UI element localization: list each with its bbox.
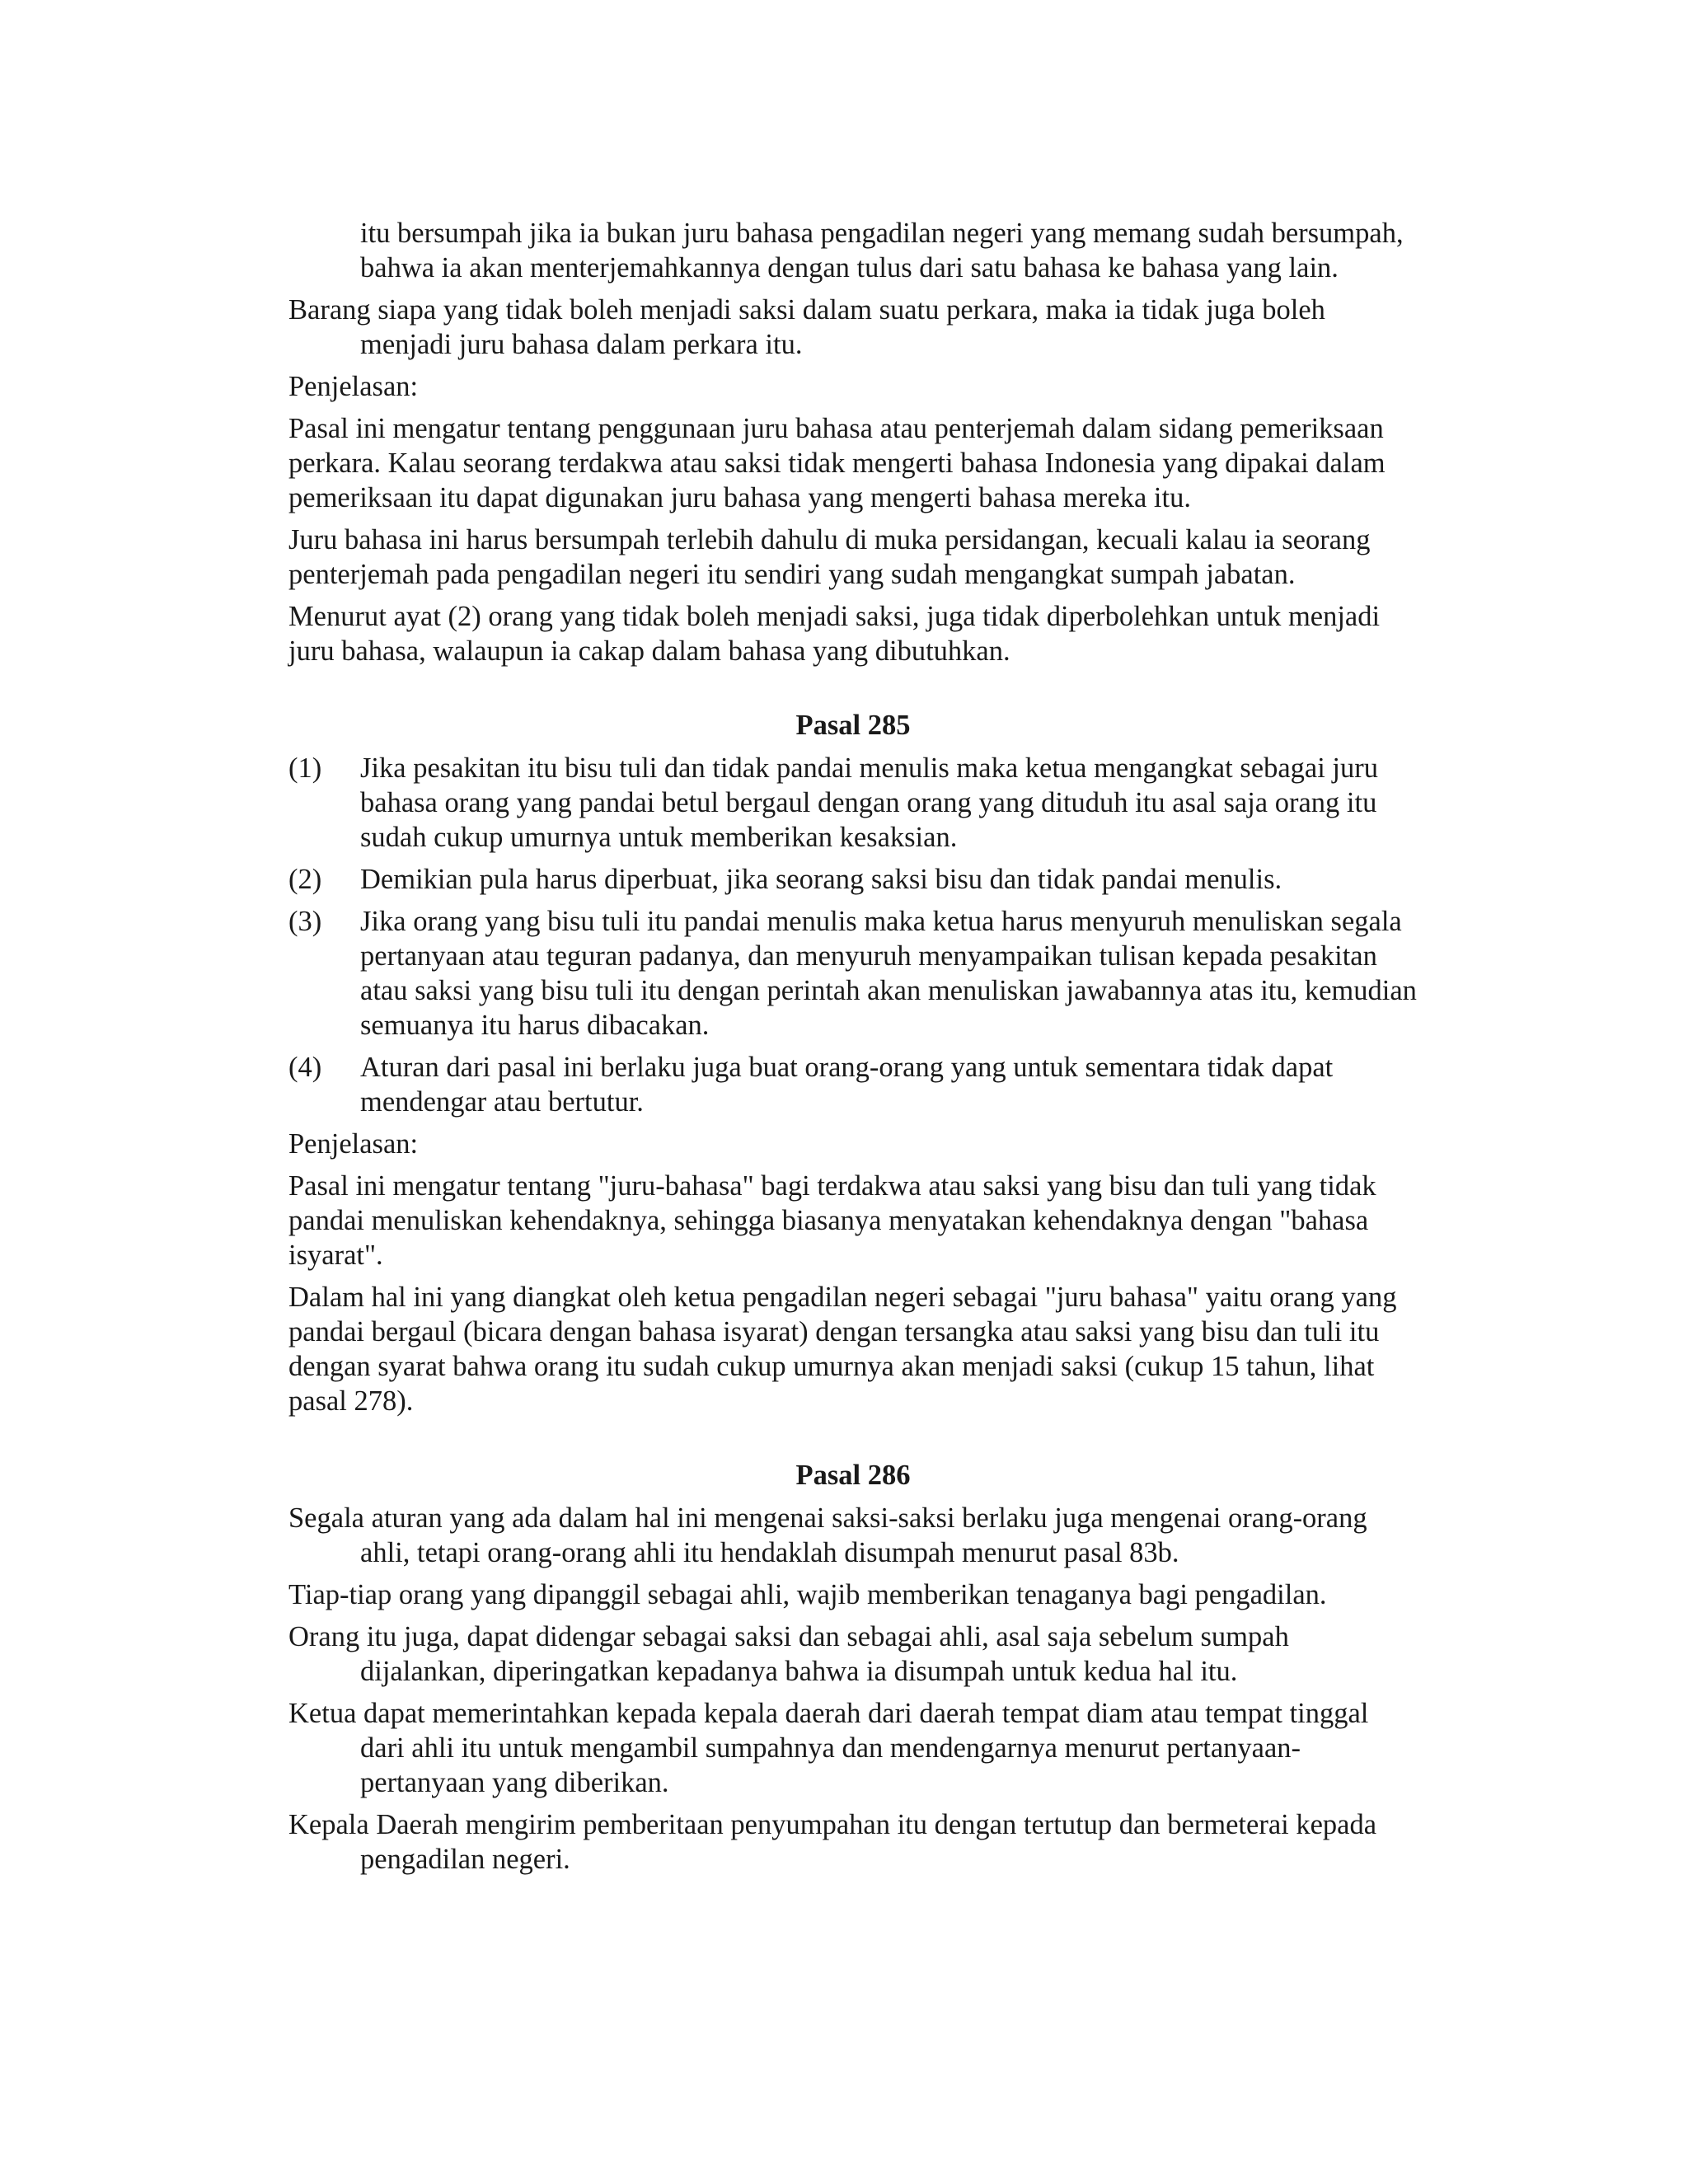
numbered-item	[288, 751, 1418, 855]
numbered-item	[288, 862, 1418, 897]
explanation-paragraph: Menurut ayat (2) orang yang tidak boleh menjadi saksi, juga tidak diperbolehkan untuk menjadi juru bahasa, walaupun ia cakap dalam bahasa yang dibutuhkan.	[288, 601, 1381, 667]
section-heading-pasal-286: Pasal 286	[795, 1460, 911, 1491]
paragraph: Kepala Daerah mengirim pemberitaan penyumpahan itu dengan tertutup dan bermeterai kepada pengadilan negeri.	[288, 1809, 1377, 1875]
explanation-paragraph: Dalam hal ini yang diangkat oleh ketua pengadilan negeri sebagai "juru bahasa" yaitu orang yang pandai bergaul (bicara dengan bahasa isyarat) dengan tersangka atau saksi yang bisu dan tuli itu dengan syarat bahwa orang itu sudah cukup umurnya akan menjadi saksi (cukup 15 tahun, lihat pasal 278).	[288, 1282, 1397, 1417]
paragraph: Barang siapa yang tidak boleh menjadi saksi dalam suatu perkara, maka ia tidak juga boleh menjadi juru bahasa dalam perkara itu.	[288, 294, 1325, 360]
item-text: Jika orang yang bisu tuli itu pandai menulis maka ketua harus menyuruh menuliskan segala pertanyaan atau teguran padanya, dan menyuruh menyampaikan tulisan kepada pesakitan atau saksi yang bisu tuli itu dengan perintah akan menuliskan jawabannya atas itu, kemudian semuanya itu harus dibacakan.	[360, 906, 1417, 1041]
numbered-item	[288, 1050, 1418, 1119]
item-number: (2)	[288, 864, 322, 895]
item-number: (4)	[288, 1052, 322, 1083]
explanation-paragraph: Pasal ini mengatur tentang penggunaan juru bahasa atau penterjemah dalam sidang pemeriksaan perkara. Kalau seorang terdakwa atau saksi tidak mengerti bahasa Indonesia yang dipakai dalam pemeriksaan itu dapat digunakan juru bahasa yang mengerti bahasa mereka itu.	[288, 413, 1386, 513]
document-page	[288, 216, 1418, 1884]
continued-paragraph: itu bersumpah jika ia bukan juru bahasa pengadilan negeri yang memang sudah bersumpah, bahwa ia akan menterjemahkannya dengan tulus dari satu bahasa ke bahasa yang lain.	[360, 218, 1404, 284]
section-heading-pasal-285: Pasal 285	[795, 710, 911, 741]
item-text: Aturan dari pasal ini berlaku juga buat orang-orang yang untuk sementara tidak dapat mendengar atau bertutur.	[360, 1052, 1334, 1118]
paragraph: Ketua dapat memerintahkan kepada kepala daerah dari daerah tempat diam atau tempat tinggal dari ahli itu untuk mengambil sumpahnya dan mendengarnya menurut pertanyaan-pertanyaan yang diberikan.	[288, 1698, 1369, 1798]
paragraph: Segala aturan yang ada dalam hal ini mengenai saksi-saksi berlaku juga mengenai orang-orang ahli, tetapi orang-orang ahli itu hendaklah disumpah menurut pasal 83b.	[288, 1502, 1367, 1568]
numbered-item	[288, 904, 1418, 1043]
explanation-label: Penjelasan:	[288, 1128, 419, 1160]
explanation-paragraph: Juru bahasa ini harus bersumpah terlebih dahulu di muka persidangan, kecuali kalau ia seorang penterjemah pada pengadilan negeri itu sendiri yang sudah mengangkat sumpah jabatan.	[288, 524, 1371, 590]
item-text: Demikian pula harus diperbuat, jika seorang saksi bisu dan tidak pandai menulis.	[360, 864, 1282, 895]
item-number: (3)	[288, 906, 322, 937]
item-text: Jika pesakitan itu bisu tuli dan tidak pandai menulis maka ketua mengangkat sebagai juru bahasa orang yang pandai betul bergaul dengan orang yang dituduh itu asal saja orang itu sudah cukup umurnya untuk memberikan kesaksian.	[360, 752, 1378, 853]
paragraph: Orang itu juga, dapat didengar sebagai saksi dan sebagai ahli, asal saja sebelum sumpah dijalankan, diperingatkan kepadanya bahwa ia disumpah untuk kedua hal itu.	[288, 1621, 1289, 1687]
explanation-label: Penjelasan:	[288, 371, 419, 402]
item-number: (1)	[288, 752, 322, 784]
paragraph: Tiap-tiap orang yang dipanggil sebagai ahli, wajib memberikan tenaganya bagi pengadilan.	[288, 1579, 1327, 1610]
explanation-paragraph: Pasal ini mengatur tentang "juru-bahasa" bagi terdakwa atau saksi yang bisu dan tuli yang tidak pandai menuliskan kehendaknya, sehingga biasanya menyatakan kehendaknya dengan "bahasa isyarat".	[288, 1170, 1376, 1271]
